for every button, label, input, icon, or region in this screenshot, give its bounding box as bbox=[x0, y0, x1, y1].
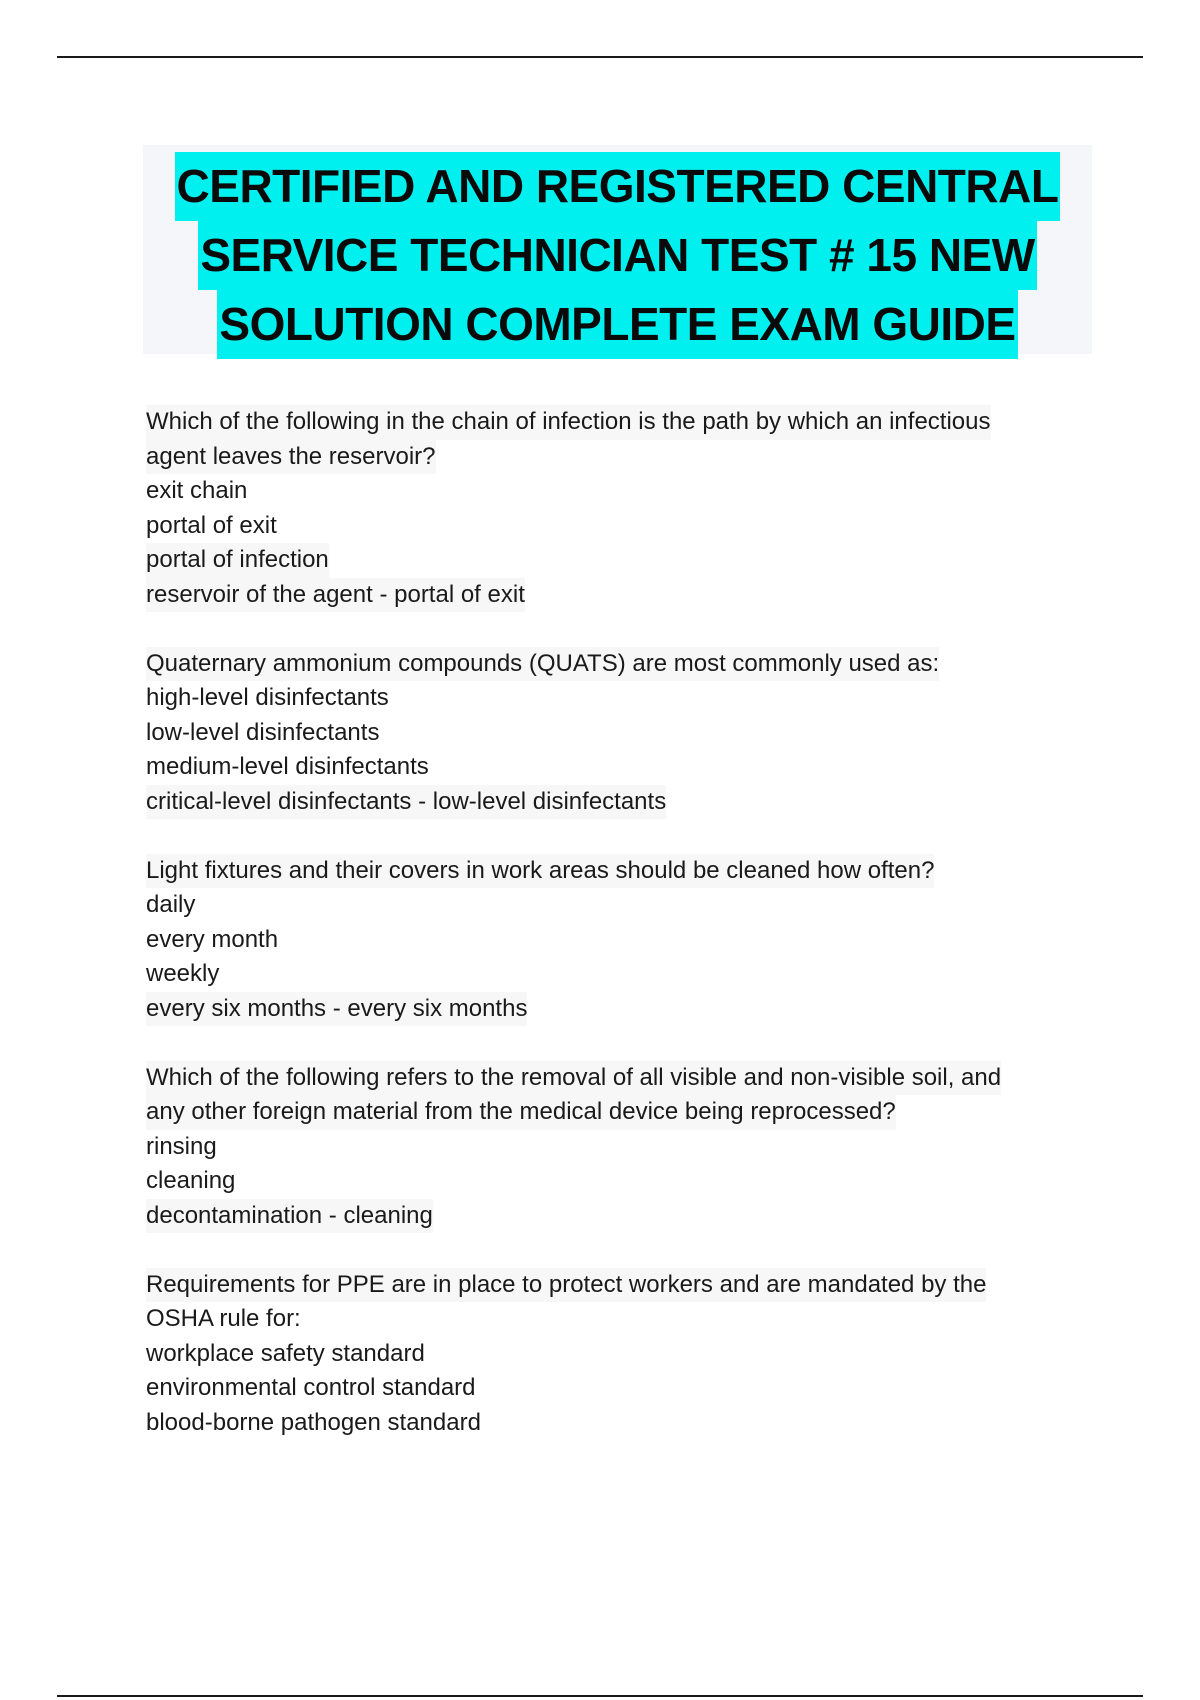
answer-line: critical-level disinfectants - low-level disinfectants bbox=[146, 785, 666, 820]
title-line-1: CERTIFIED AND REGISTERED CENTRAL bbox=[175, 152, 1061, 221]
question-block-3 bbox=[146, 854, 1106, 1027]
question-block-1 bbox=[146, 405, 1106, 612]
top-rule bbox=[57, 56, 1143, 58]
answer-option: daily bbox=[146, 891, 196, 918]
document-title bbox=[143, 145, 1092, 354]
answer-option: low-level disinfectants bbox=[146, 718, 380, 746]
question-block-5 bbox=[146, 1268, 1106, 1441]
answer-line: decontamination - cleaning bbox=[146, 1199, 433, 1234]
answer-option: exit chain bbox=[146, 477, 248, 504]
answer-option: environmental control standard bbox=[146, 1374, 476, 1401]
answer-option: portal of infection bbox=[146, 543, 329, 578]
question-text: Which of the following in the chain of infection is the path by which an infectious bbox=[146, 405, 991, 440]
question-text: Quaternary ammonium compounds (QUATS) are most commonly used as: bbox=[146, 647, 939, 682]
title-line-2: SERVICE TECHNICIAN TEST # 15 NEW bbox=[198, 221, 1036, 290]
answer-line: reservoir of the agent - portal of exit bbox=[146, 578, 525, 613]
bottom-rule bbox=[57, 1695, 1143, 1697]
question-text: agent leaves the reservoir? bbox=[146, 440, 436, 475]
question-text: any other foreign material from the medical device being reprocessed? bbox=[146, 1095, 896, 1130]
question-text: Requirements for PPE are in place to protect workers and are mandated by the bbox=[146, 1268, 986, 1303]
answer-option: cleaning bbox=[146, 1167, 236, 1194]
question-text: OSHA rule for: bbox=[146, 1305, 301, 1332]
answer-line: every six months - every six months bbox=[146, 992, 527, 1027]
title-line-3: SOLUTION COMPLETE EXAM GUIDE bbox=[217, 290, 1017, 359]
answer-option: rinsing bbox=[146, 1132, 217, 1160]
question-block-2 bbox=[146, 647, 1106, 820]
answer-option: blood-borne pathogen standard bbox=[146, 1408, 481, 1436]
answer-option: weekly bbox=[146, 960, 220, 987]
answer-option: workplace safety standard bbox=[146, 1339, 425, 1367]
question-text: Which of the following refers to the removal of all visible and non-visible soil, and bbox=[146, 1061, 1001, 1096]
answer-option: medium-level disinfectants bbox=[146, 753, 429, 780]
question-block-4 bbox=[146, 1061, 1106, 1234]
question-text: Light fixtures and their covers in work areas should be cleaned how often? bbox=[146, 854, 934, 889]
question-list bbox=[146, 405, 1106, 1475]
answer-option: high-level disinfectants bbox=[146, 684, 389, 711]
answer-option: portal of exit bbox=[146, 511, 277, 539]
answer-option: every month bbox=[146, 925, 279, 953]
